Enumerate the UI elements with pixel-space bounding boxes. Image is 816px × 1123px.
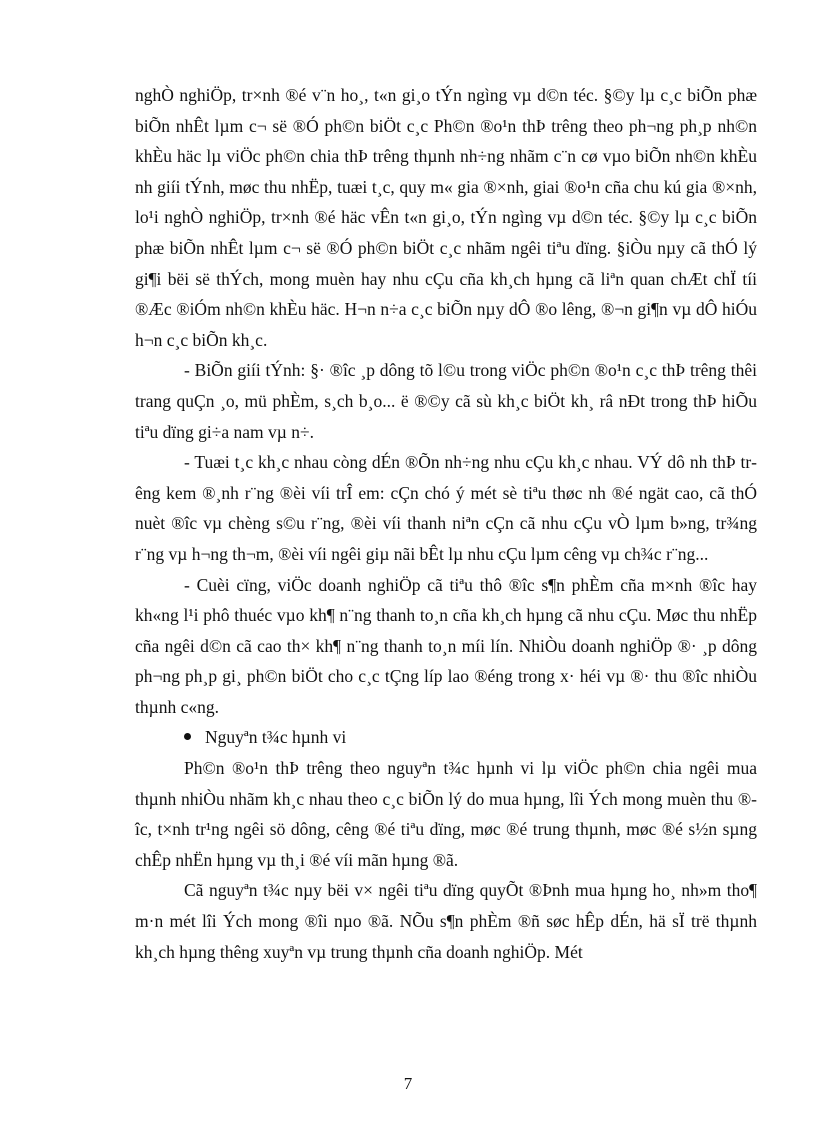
bullet-icon bbox=[184, 733, 191, 740]
bullet-heading-text: Nguyªn t¾c hµnh vi bbox=[205, 727, 347, 748]
page-number: 7 bbox=[403, 1074, 413, 1093]
paragraph-income: - Cuèi cïng, viÖc doanh nghiÖp cã tiªu thô ®îc s¶n phÈm cña m×nh ®îc hay kh«ng l¹i phô thuéc vµo kh¶ n¨ng thanh to¸n cña kh¸ch hµng cã nhu cÇu. Møc thu nhËp cña ngêi d©n cã cao th× kh¶ n¨ng thanh to¸n míi lín. NhiÒu doanh nghiÖp ®· ¸p dông ph¬ng ph¸p gi¸ ph©n biÖt cho c¸c tÇng líp lao ®éng trong x· héi vµ ®· thu ®îc nhiÒu thµnh c«ng. bbox=[135, 574, 757, 717]
paragraph-behavior-reason: Cã nguyªn t¾c nµy bëi v× ngêi tiªu dïng quyÕt ®Þnh mua hµng ho¸ nh»m tho¶ m·n mét lîi Ých mong ®îi nµo ®ã. NÕu s¶n phÈm ®ñ søc hÊp dÉn, hä sÏ trë thµnh kh¸ch hµng thêng xuyªn vµ trung thµnh cña doanh nghiÖp. Mét bbox=[135, 880, 757, 962]
paragraph-demographic-intro: nghÒ nghiÖp, tr×nh ®é v¨n ho¸, t«n gi¸o tÝn ngìng vµ d©n téc. §©y lµ c¸c biÕn phæ biÕn nhÊt lµm c¬ së ®Ó ph©n biÖt c¸c Ph©n ®o¹n thÞ trêng theo ph¬ng ph¸p nh©n khÈu häc lµ viÖc ph©n chia thÞ trêng thµnh nh÷ng nhãm c¨n cø vµo biÕn nh©n khÈu nh giíi tÝnh, møc thu nhËp, tuæi t¸c, quy m« gia ®×nh, giai ®o¹n cña chu kú gia ®×nh, lo¹i nghÒ nghiÖp, tr×nh ®é häc vÊn t«n gi¸o, tÝn ngìng vµ d©n téc. §©y lµ c¸c biÕn phæ biÕn nhÊt lµm c¬ së ®Ó ph©n biÖt c¸c nhãm ngêi tiªu dïng. §iÒu nµy cã thÓ lý gi¶i bëi së thÝch, mong muèn hay nhu cÇu cña kh¸ch hµng cã liªn quan chÆt chÏ tíi ®Æc ®iÓm nh©n khÈu häc. H¬n n÷a c¸c biÕn nµy dÔ ®o lêng, ®¬n gi¶n vµ dÔ hiÓu h¬n c¸c biÕn kh¸c. bbox=[135, 85, 757, 350]
body-text bbox=[135, 80, 757, 967]
paragraph-behavior-definition: Ph©n ®o¹n thÞ trêng theo nguyªn t¾c hµnh vi lµ viÖc ph©n chia ngêi mua thµnh nhiÒu nhãm kh¸c nhau theo c¸c biÕn lý do mua hµng, lîi Ých mong muèn thu ®îc, t×nh tr¹ng ngêi sö dông, cêng ®é tiªu dïng, møc ®é trung thµnh, møc ®é s½n sµng chÊp nhËn hµng vµ th¸i ®é víi mãn hµng ®ã. bbox=[135, 758, 757, 870]
paragraph-age: - Tuæi t¸c kh¸c nhau còng dÉn ®Õn nh÷ng nhu cÇu kh¸c nhau. VÝ dô nh thÞ trêng kem ®¸nh r¨ng ®èi víi trÎ em: cÇn chó ý mét sè tiªu thøc nh ®é ngät cao, cã thÓ nuèt ®îc vµ chèng s©u r¨ng, ®èi víi thanh niªn cÇn cã nhu cÇu vÒ lµm b»ng, tr¾ng r¨ng vµ h¬ng th¬m, ®èi víi ngêi giµ nãi bÊt lµ nhu cÇu lµm cêng vµ ch¾c r¨ng... bbox=[135, 452, 757, 564]
paragraph-gender: - BiÕn giíi tÝnh: §· ®îc ¸p dông tõ l©u trong viÖc ph©n ®o¹n c¸c thÞ trêng thêi trang quÇn ¸o, mü phÈm, s¸ch b¸o... ë ®©y cã sù kh¸c biÖt kh¸ râ nÐt trong thÞ hiÕu tiªu dïng gi÷a nam vµ n÷. bbox=[135, 360, 757, 442]
bullet-heading bbox=[135, 722, 757, 753]
